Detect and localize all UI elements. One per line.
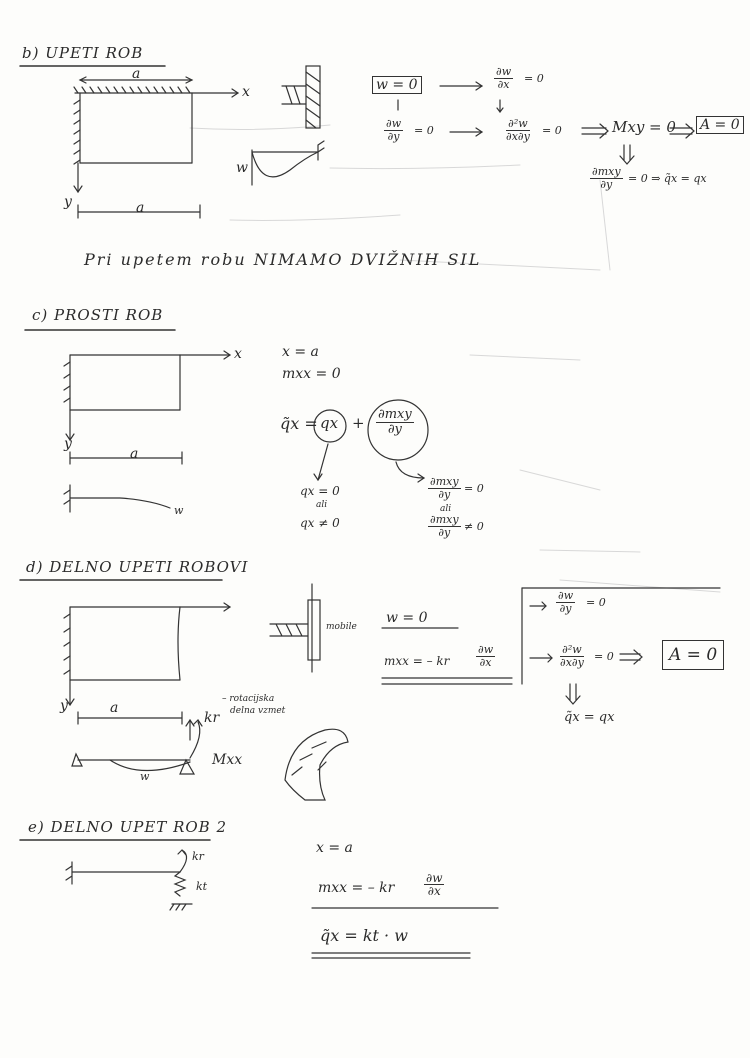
c-span-label: a xyxy=(130,446,139,462)
b-eq-dmxy: ∂mxy ∂y xyxy=(592,165,621,191)
d-span-label: a xyxy=(110,700,119,716)
d-eq-d2w: $\frac{\text{∂²w}}{\partial x\partial y}$ xyxy=(560,643,584,669)
c-eq-x: x = a xyxy=(282,344,319,360)
d-label-kr-note2: delna vzmet xyxy=(230,706,286,716)
c-eq-qx-frac: ∂mxy ∂y xyxy=(378,407,412,437)
d-eq-q: q̃x = qx xyxy=(564,710,615,725)
e-label-kr: kr xyxy=(192,850,204,863)
b-note: Pri upetem robu NIMAMO DVIŽNIH SIL xyxy=(84,250,482,269)
c-eq-qx-plus: + xyxy=(352,414,365,432)
c-label-w: w xyxy=(174,504,184,517)
d-axis-y: y xyxy=(60,698,68,714)
d-label-kr-note1: – rotacijska xyxy=(222,694,275,704)
d-eq-w0: w = 0 xyxy=(386,610,428,626)
section-e-drawing xyxy=(20,840,498,958)
d-eq-mxx-lhs: mxx = – kr xyxy=(384,654,450,668)
section-d-title: d) DELNO UPETI ROBOVI xyxy=(26,558,249,576)
b-label-w: w xyxy=(236,160,248,176)
d-eq-A: A = 0 xyxy=(662,640,724,670)
d-eq-dwdy: $\frac{\partial w}{\partial y}$ xyxy=(558,589,574,615)
d-label-kr: kr xyxy=(204,710,220,726)
b-eq-dmxy-rhs: = 0 ⇒ q̃x = qx xyxy=(628,172,707,185)
e-eq-mxx-frac: $\frac{\partial w}{\partial x}$ xyxy=(426,871,443,898)
c-eq-qx0: qx = 0 xyxy=(300,484,340,498)
section-b-title: b) UPETI ROB xyxy=(22,44,144,62)
d-eq-dwdy-rhs: = 0 xyxy=(586,596,606,609)
b-eq-dwdy: $\frac{\partial w}{\partial y}$ xyxy=(386,117,402,143)
e-label-kt: kt xyxy=(196,880,208,893)
d-label-mxx: Mxx xyxy=(212,752,243,768)
b-eq-dwdx: $\frac{\partial w}{\partial x}$ xyxy=(496,65,512,91)
d-eq-d2w-rhs: = 0 xyxy=(594,650,614,663)
c-eq-qx-lhs: q̃x = xyxy=(280,414,318,433)
section-d-drawing xyxy=(20,580,720,800)
b-axis-y: y xyxy=(64,194,72,210)
section-c-drawing xyxy=(25,330,428,512)
e-eq-x: x = a xyxy=(316,840,353,856)
e-eq-mxx-lhs: mxx = – kr xyxy=(318,880,395,896)
b-eq-w0: w = 0 xyxy=(372,76,422,94)
c-eq-qxne0: qx ≠ 0 xyxy=(300,516,340,530)
b-eq-dwdx-rhs: = 0 xyxy=(524,72,544,85)
b-eq-d2w-rhs: = 0 xyxy=(542,124,562,137)
c-eq-qx-term: qx xyxy=(320,414,339,432)
b-eq-mxy: Mxy = 0 xyxy=(612,118,676,136)
b-bottom-a: a xyxy=(136,200,145,216)
c-eq-dmxyne0-rhs: ≠ 0 xyxy=(464,520,484,533)
d-label-mobile: mobile xyxy=(326,622,357,632)
d-label-w: w xyxy=(140,770,150,783)
b-axis-x: x xyxy=(242,84,250,100)
b-eq-A: A = 0 xyxy=(696,116,744,134)
c-eq-ali1: ali xyxy=(316,500,328,510)
section-b-drawing xyxy=(20,66,694,218)
c-eq-dmxy0-rhs: = 0 xyxy=(464,482,484,495)
c-eq-ali2: ali xyxy=(440,504,452,514)
c-eq-mxx: mxx = 0 xyxy=(282,366,341,382)
section-c-title: c) PROSTI ROB xyxy=(32,306,164,324)
c-axis-y: y xyxy=(64,436,72,452)
b-span-label: a xyxy=(132,66,141,82)
section-e-title: e) DELNO UPET ROB 2 xyxy=(28,818,228,836)
c-axis-x: x xyxy=(234,346,242,362)
c-eq-dmxy0: ∂mxy ∂y xyxy=(430,475,459,501)
e-eq-q: q̃x = kt · w xyxy=(320,926,408,945)
c-eq-dmxyne0: ∂mxy ∂y xyxy=(430,513,459,539)
b-eq-d2w: $\frac{\text{∂²w}}{\partial x\partial y}$ xyxy=(506,117,530,143)
d-eq-mxx-frac: $\frac{\partial w}{\partial x}$ xyxy=(478,643,494,669)
b-eq-dwdy-rhs: = 0 xyxy=(414,124,434,137)
